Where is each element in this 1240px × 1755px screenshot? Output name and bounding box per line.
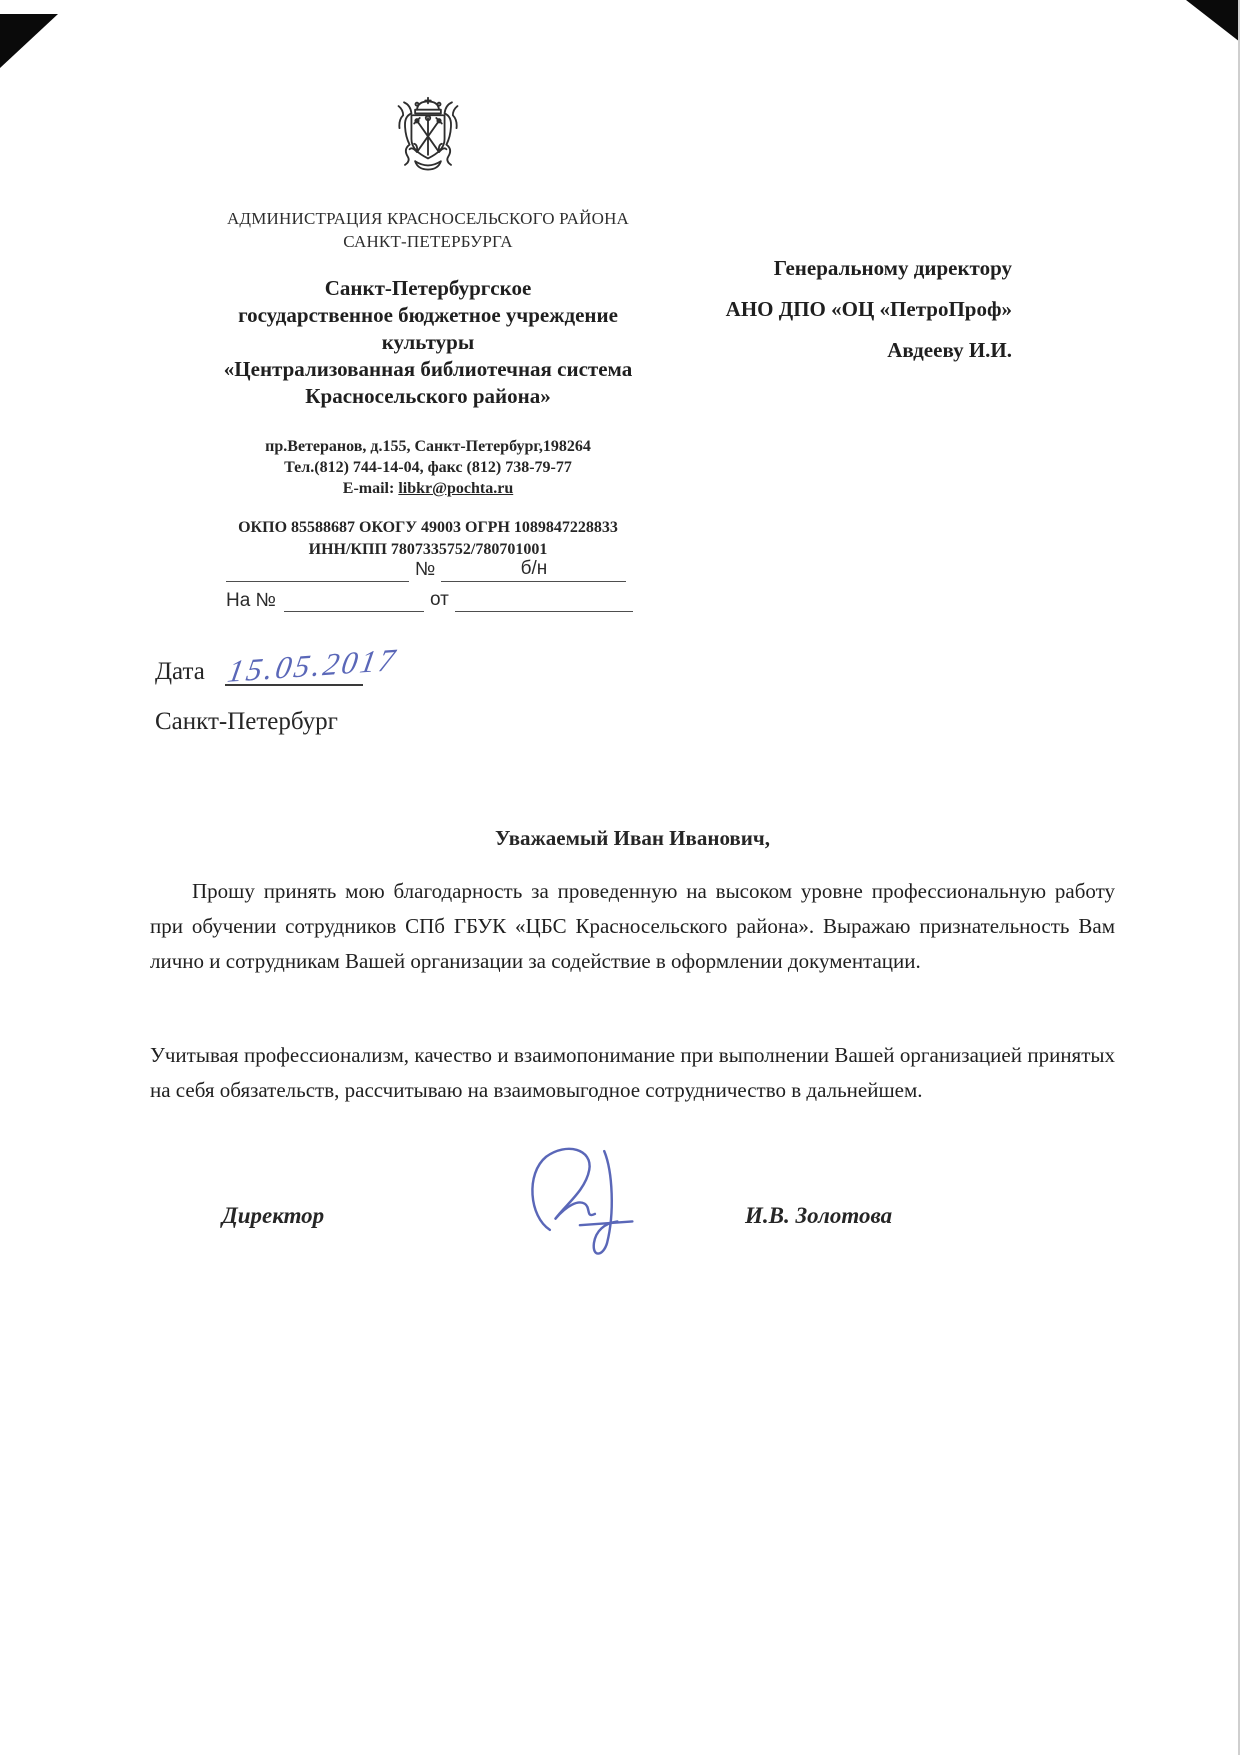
outgoing-date-blank-line — [226, 558, 409, 582]
incoming-number-blank-line — [284, 588, 424, 612]
body-paragraph-1: Прошу принять мою благодарность за проведенную на высоком уровне профессиональную работу при обучении сотрудников СПб ГБУК «ЦБС Красносельского района». Выражаю признательность Вам лично и сотрудникам Вашей организации за содействие в оформлении документации. — [150, 879, 1115, 973]
email-label: E-mail: — [342, 480, 395, 497]
city-line: Санкт-Петербург — [155, 708, 338, 735]
organization-name-block — [150, 275, 706, 410]
administration-line-2: САНКТ-ПЕТЕРБУРГА — [343, 232, 513, 251]
spb-coat-of-arms-icon — [382, 92, 474, 190]
salutation-line: Уважаемый Иван Иванович, — [495, 826, 770, 850]
incoming-number-row — [226, 582, 636, 612]
phone-fax-line: Тел.(812) 744-14-04, факс (812) 738-79-77 — [284, 459, 572, 476]
reply-to-number-label: На № — [226, 590, 276, 611]
postal-address: пр.Ветеранов, д.155, Санкт-Петербург,198264 — [265, 438, 591, 455]
reference-number-block — [226, 552, 636, 612]
org-name-line-4: «Централизованная библиотечная система — [223, 357, 633, 381]
date-field — [225, 641, 401, 689]
date-label: Дата — [155, 658, 205, 685]
org-name-line-3: культуры — [381, 330, 475, 354]
contact-block — [150, 436, 706, 499]
body-paragraph-2: Учитывая профессионализм, качество и взаимопонимание при выполнении Вашей организацией принятых на себя обязательств, рассчитываю на взаимовыгодное сотрудничество в дальнейшем. — [150, 1043, 1115, 1102]
inn-kpp-line: ИНН/КПП 7807335752/780701001 — [308, 541, 548, 558]
email-line — [150, 478, 706, 499]
incoming-date-blank-line — [455, 588, 633, 612]
recipient-block — [726, 248, 1012, 371]
outgoing-number-row — [226, 552, 636, 582]
org-name-line-5: Красносельского района» — [305, 384, 551, 408]
date-row — [155, 641, 401, 689]
scan-artifact-corner-top-right — [1186, 0, 1240, 42]
org-name-line-2: государственное бюджетное учреждение — [238, 303, 618, 327]
number-sign-label: № — [415, 559, 436, 580]
handwritten-date: 15.05.2017 — [225, 641, 401, 689]
recipient-name: Авдееву И.И. — [887, 338, 1012, 362]
scan-artifact-corner-top-left — [0, 14, 58, 68]
from-label: от — [429, 589, 449, 610]
signer-title: Директор — [222, 1203, 325, 1228]
outgoing-number-value: б/н — [441, 558, 626, 582]
recipient-organization: АНО ДПО «ОЦ «ПетроПроф» — [725, 297, 1012, 321]
okpo-ogrn-line: ОКПО 85588687 ОКОГУ 49003 ОГРН 1089847228833 — [238, 519, 618, 536]
handwritten-signature — [518, 1138, 668, 1273]
org-name-line-1: Санкт-Петербургское — [324, 276, 532, 300]
administration-line-1: АДМИНИСТРАЦИЯ КРАСНОСЕЛЬСКОГО РАЙОНА — [226, 209, 630, 228]
administration-block — [150, 207, 706, 253]
letterhead — [150, 92, 706, 561]
signer-name: И.В. Золотова — [745, 1203, 893, 1228]
recipient-position: Генеральному директору — [773, 256, 1012, 280]
email-address: libkr@pochta.ru — [398, 480, 514, 497]
